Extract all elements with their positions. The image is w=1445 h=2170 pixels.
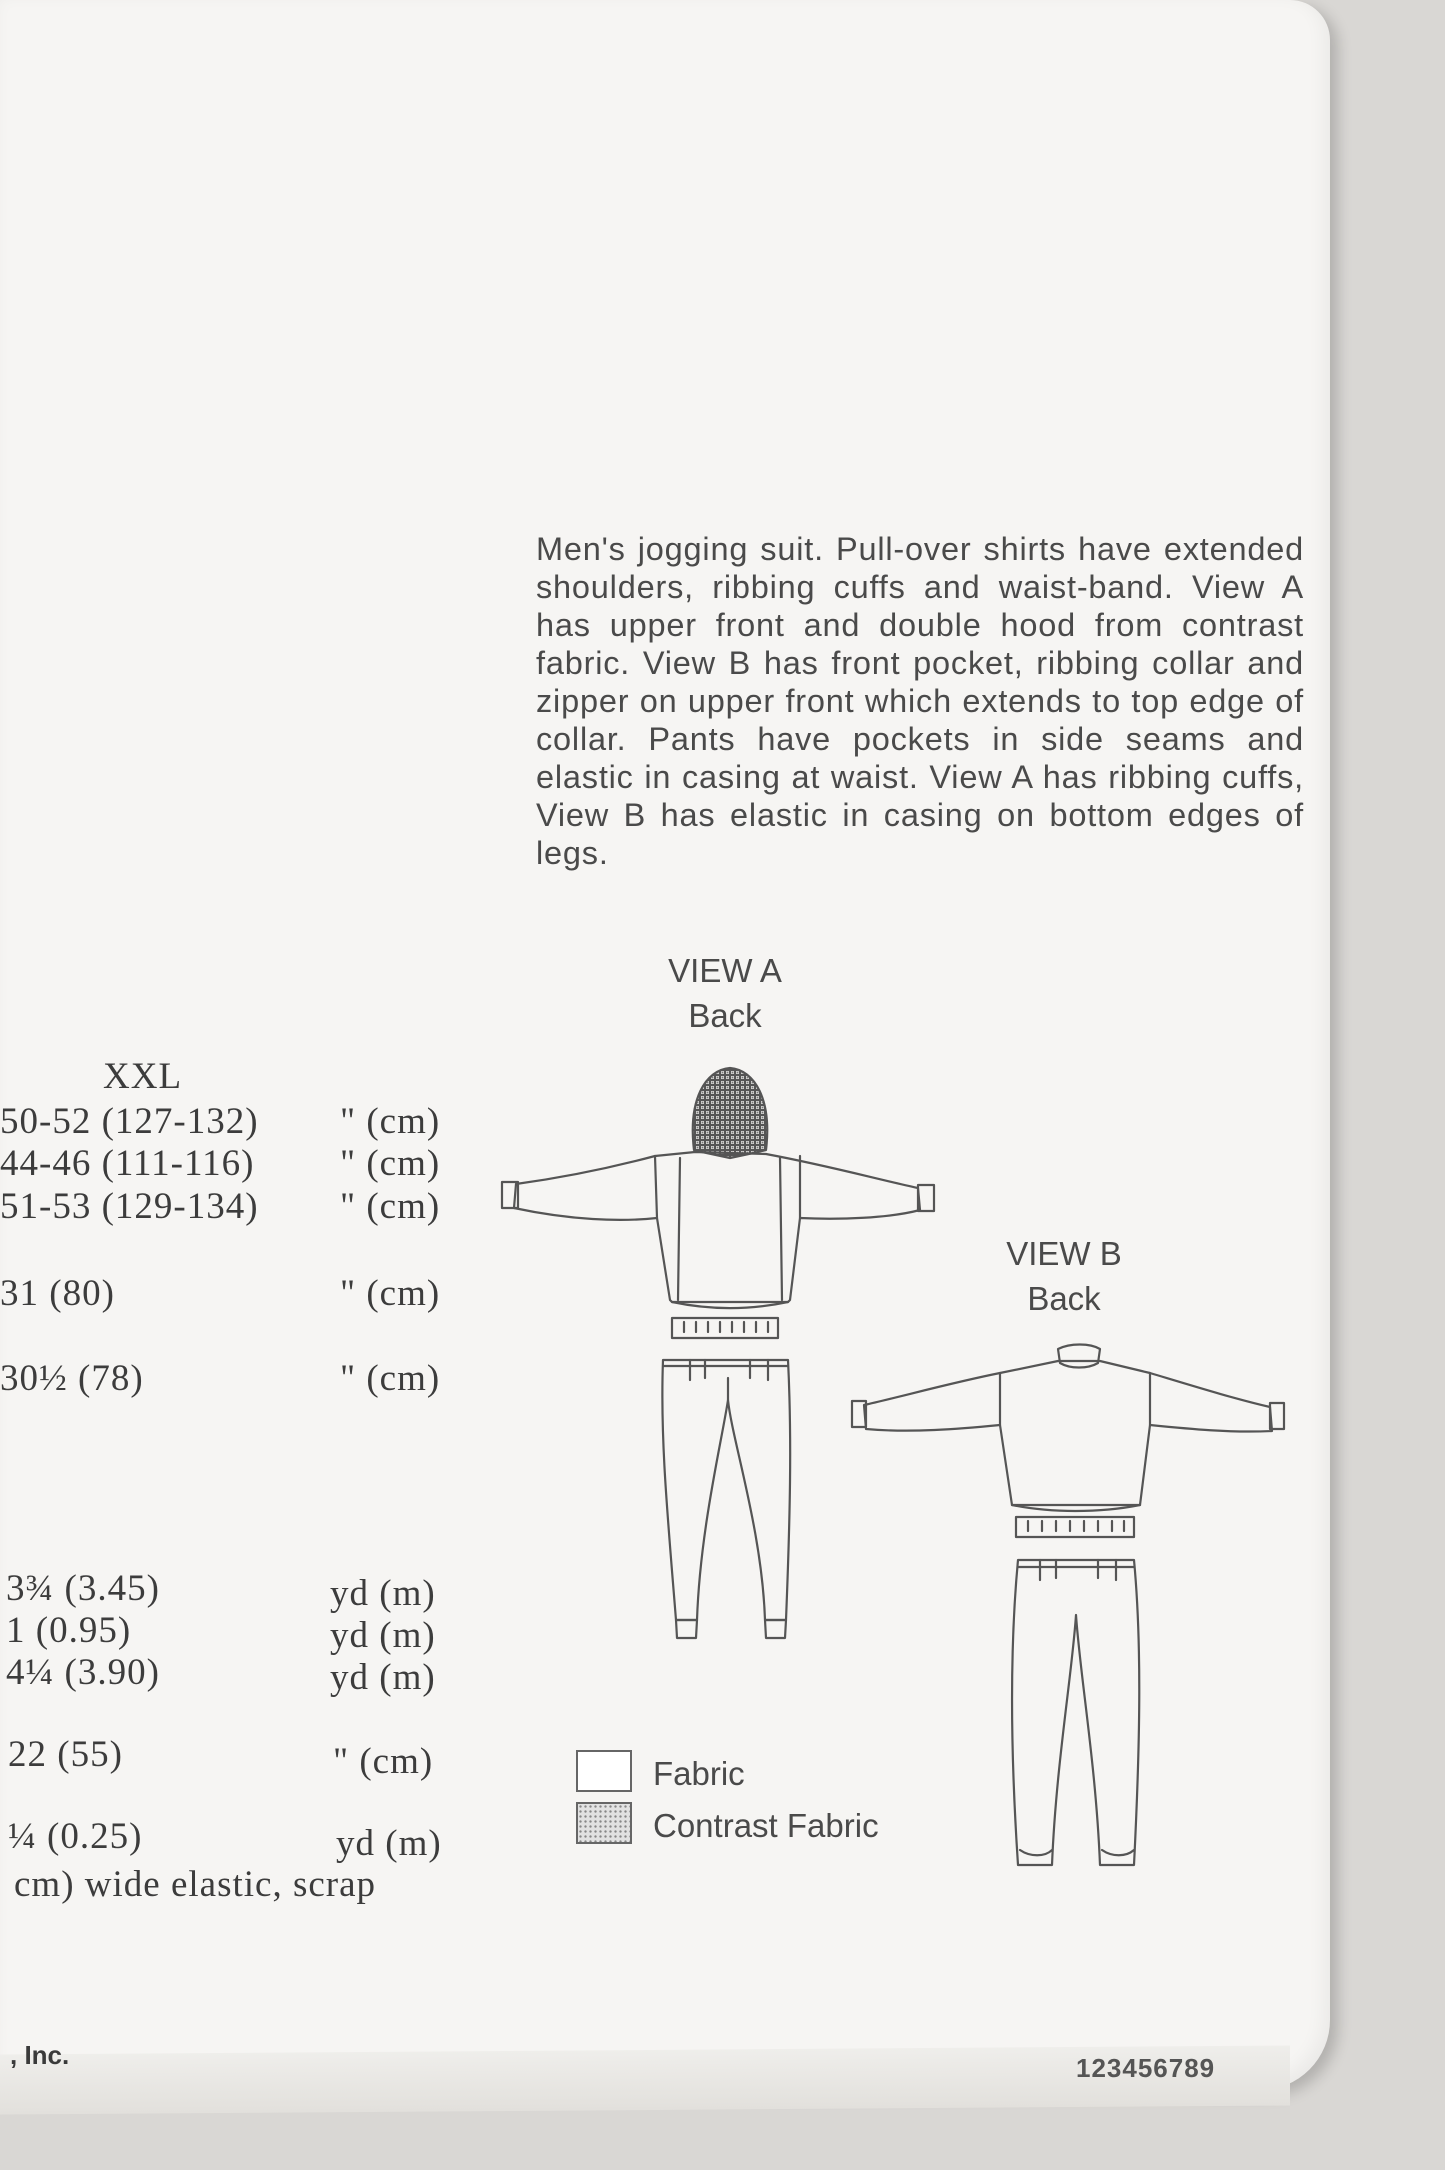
measurement-value: 30½ (78) [0,1358,144,1399]
measurement-value: 50-52 (127-132) [0,1101,259,1142]
view-a-title: VIEW A [668,952,782,989]
yardage-value: 1 (0.95) [6,1610,132,1651]
measurement-unit: " (cm) [340,1101,441,1142]
measurement-unit: " (cm) [340,1358,441,1399]
pattern-code: 123456789 [1076,2053,1216,2083]
measurement-value: 31 (80) [0,1273,115,1314]
view-b-title: VIEW B [1006,1235,1122,1272]
yardage-value: 3¾ (3.45) [6,1568,160,1609]
fabric-swatch [576,1750,632,1792]
size-header: XXL [103,1056,183,1097]
legend-fabric-label: Fabric [653,1755,745,1792]
measurement-unit: " (cm) [340,1186,441,1227]
view-b-subtitle: Back [1027,1280,1101,1317]
yardage-unit: yd (m) [336,1823,442,1864]
view-a-subtitle: Back [688,997,762,1034]
yardage-unit: yd (m) [330,1573,436,1614]
view-b-back-illustration [850,1345,1290,1885]
yardage-unit: yd (m) [330,1657,436,1698]
yardage-value: 4¼ (3.90) [6,1652,160,1693]
measurement-unit: " (cm) [340,1143,441,1184]
copyright-text: , Inc. [10,2040,70,2070]
measurement-unit: " (cm) [340,1273,441,1314]
contrast-fabric-swatch [576,1802,632,1844]
garment-description: Men's jogging suit. Pull-over shirts have extended shoulders, ribbing cuffs and waist-band. View A has upper front and double hood from contrast fabric. View B has front pocket, ribbing collar and zipper on upper front which extends to top edge of collar. Pants have pockets in side seams and elastic in casing at waist. View A has ribbing cuffs, View B has elastic in casing on bottom edges of legs. [536,531,1304,871]
measurement-value: 44-46 (111-116) [0,1143,255,1184]
yardage-value: 22 (55) [8,1734,123,1775]
yardage-unit: " (cm) [333,1741,434,1782]
yardage-unit: yd (m) [330,1615,436,1656]
notions-text: cm) wide elastic, scrap [14,1864,377,1905]
legend-contrast-label: Contrast Fabric [653,1807,879,1844]
measurement-value: 51-53 (129-134) [0,1186,259,1227]
yardage-value: ¼ (0.25) [8,1816,143,1857]
